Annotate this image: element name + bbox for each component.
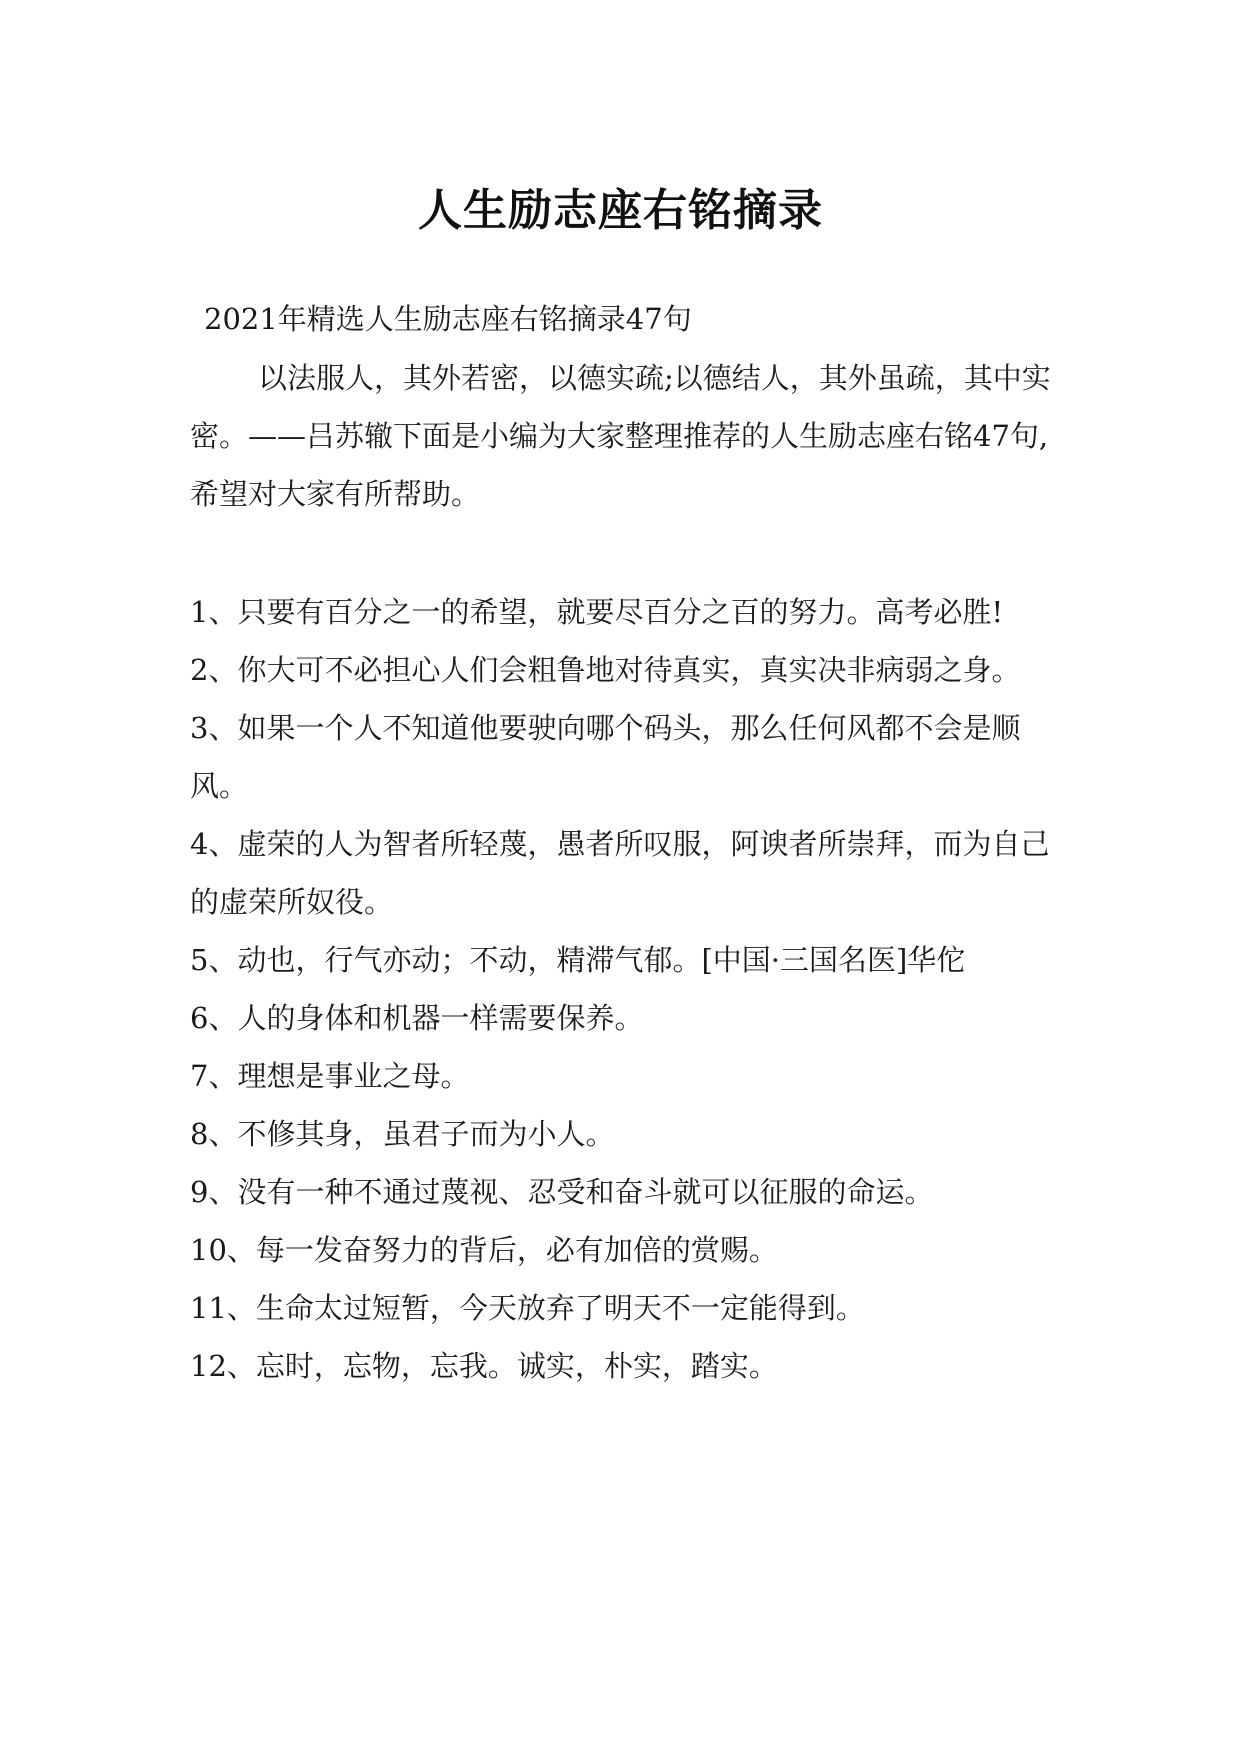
quote-item: 6、人的身体和机器一样需要保养。 bbox=[190, 1001, 644, 1035]
quote-item: 12、忘时，忘物，忘我。诚实，朴实，踏实。 bbox=[190, 1349, 778, 1383]
document-subtitle: 2021年精选人生励志座右铭摘录47句 bbox=[204, 302, 692, 336]
quote-item: 4、虚荣的人为智者所轻蔑，愚者所叹服，阿谀者所崇拜，而为自己的虚荣所奴役。 bbox=[190, 827, 1050, 919]
quote-item: 9、没有一种不通过蔑视、忍受和奋斗就可以征服的命运。 bbox=[190, 1175, 934, 1209]
quote-item: 5、动也，行气亦动；不动，精滞气郁。[中国·三国名医]华佗 bbox=[190, 943, 966, 977]
quote-item: 3、如果一个人不知道他要驶向哪个码头，那么任何风都不会是顺风。 bbox=[190, 711, 1021, 803]
quote-item: 7、理想是事业之母。 bbox=[190, 1059, 470, 1093]
quote-list bbox=[190, 583, 1060, 1395]
quote-item: 10、每一发奋努力的背后，必有加倍的赏赐。 bbox=[190, 1233, 778, 1267]
quote-item: 11、生命太过短暂，今天放弃了明天不一定能得到。 bbox=[190, 1291, 865, 1325]
quote-item: 1、只要有百分之一的希望，就要尽百分之百的努力。高考必胜! bbox=[190, 595, 1004, 629]
quote-item: 2、你大可不必担心人们会粗鲁地对待真实，真实决非病弱之身。 bbox=[190, 653, 1021, 687]
intro-paragraph: 以法服人，其外若密，以德实疏;以德结人，其外虽疏，其中实密。——吕苏辙下面是小编为大家整理推荐的人生励志座右铭47句,希望对大家有所帮助。 bbox=[190, 361, 1051, 511]
document-title: 人生励志座右铭摘录 bbox=[418, 185, 823, 237]
quote-item: 8、不修其身，虽君子而为小人。 bbox=[190, 1117, 615, 1151]
